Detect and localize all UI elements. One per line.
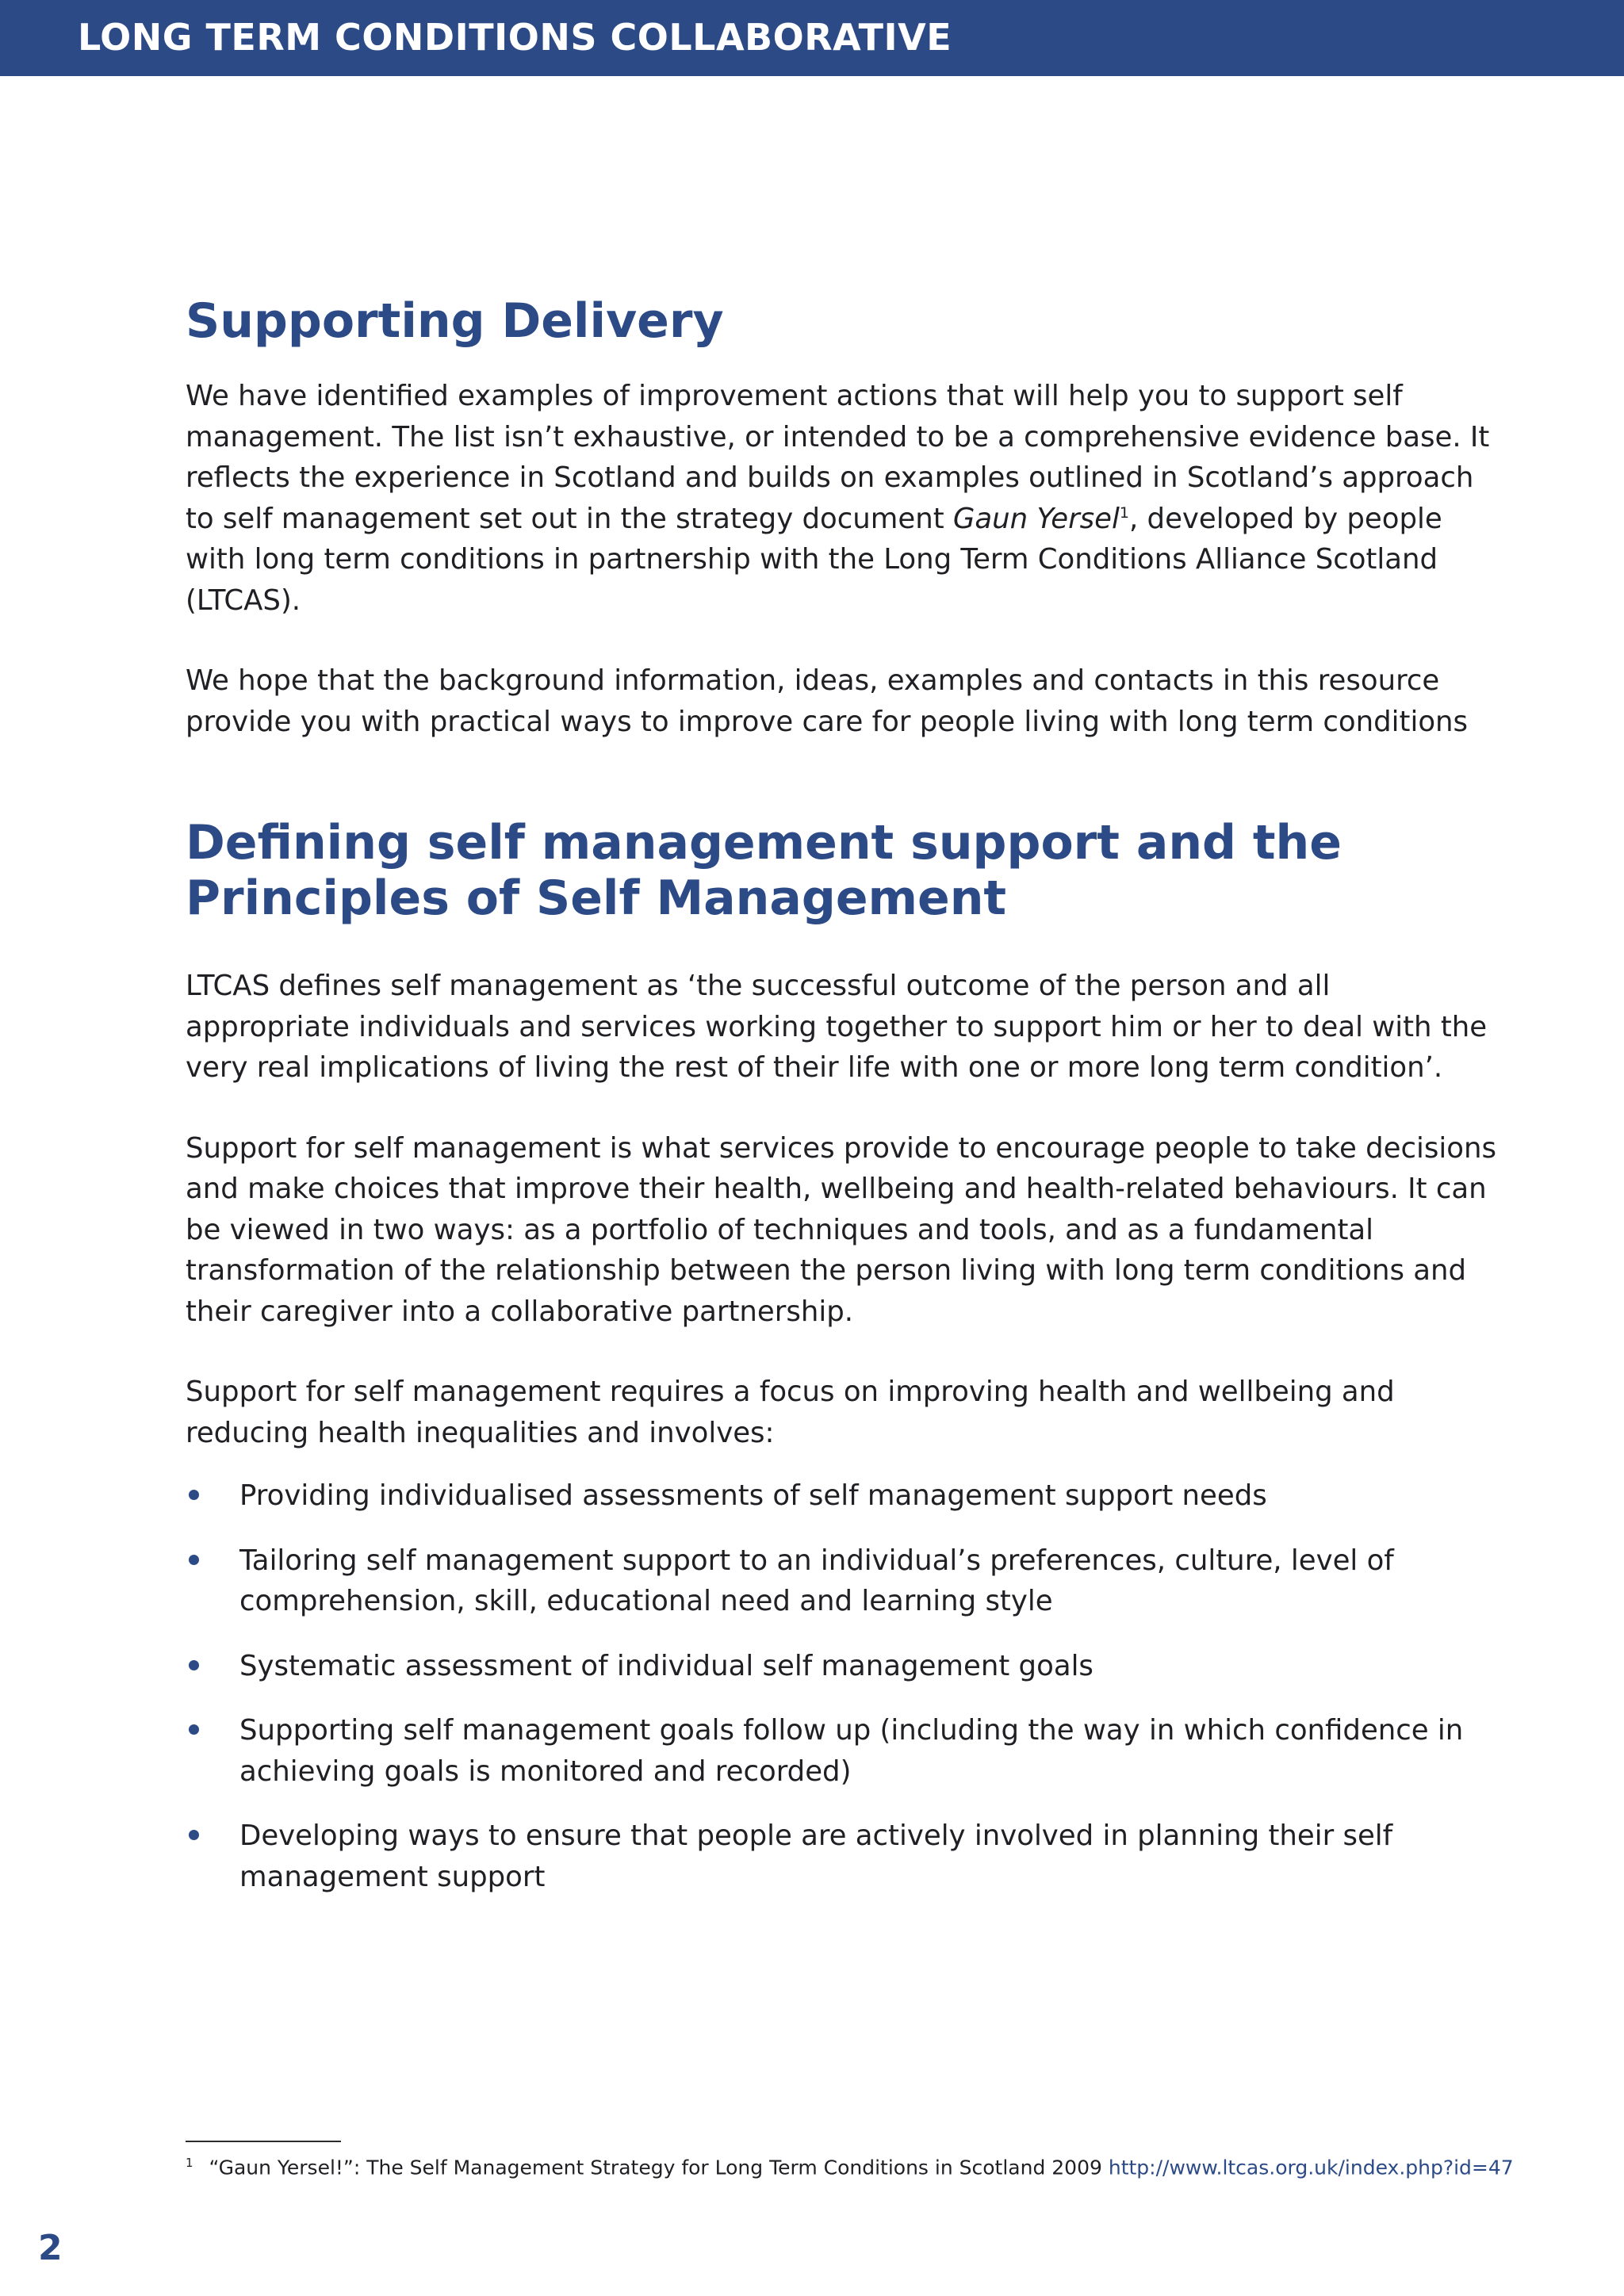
bullet-icon: [189, 1724, 199, 1735]
bullet-icon: [189, 1830, 199, 1840]
header-title: LONG TERM CONDITIONS COLLABORATIVE: [78, 16, 952, 59]
main-content: [186, 293, 1502, 1921]
list-item-text: Systematic assessment of individual self management goals: [239, 1649, 1094, 1682]
list-item: [186, 1710, 1502, 1792]
footnote-ref: 1: [1119, 503, 1129, 522]
footnote: [186, 2149, 1518, 2181]
heading-line-1: Defining self management support and the: [186, 815, 1342, 871]
header-bar: [0, 0, 1624, 76]
paragraph-defining-1: LTCAS defines self management as ‘the successful outcome of the person and all appropriate individuals and services working together to support him or her to deal with the very real implications of living the rest of their life with one or more long term condition’.: [186, 970, 1488, 1084]
list-item-text: Developing ways to ensure that people are actively involved in planning their self management support: [239, 1820, 1393, 1893]
list-item: [186, 1816, 1502, 1897]
list-item-text: Providing individualised assessments of self management support needs: [239, 1479, 1267, 1512]
paragraph-supporting-delivery-2: We hope that the background information, ideas, examples and contacts in this resource provide you with practical ways to improve care for people living with long term conditions: [186, 664, 1469, 738]
footnote-text: “Gaun Yersel!”: The Self Management Strategy for Long Term Conditions in Scotland 2009: [209, 2156, 1109, 2179]
footnote-link[interactable]: http://www.ltcas.org.uk/index.php?id=47: [1108, 2156, 1514, 2179]
paragraph-text: , developed by people with long term conditions in partnership with the Long Term Conditions Alliance Scotland (LTCAS).: [186, 502, 1442, 617]
paragraph-defining-3: Support for self management requires a focus on improving health and wellbeing and reducing health inequalities and involves:: [186, 1376, 1395, 1449]
bullet-icon: [189, 1555, 199, 1565]
paragraph-text: We have identified examples of improvement actions that will help you to support self management. The list isn’t exhaustive, or intended to be a comprehensive evidence base. It reflects the experience in Scotland and builds on examples outlined in Scotland’s approach to self management set out in the strategy document: [186, 380, 1490, 535]
list-item: [186, 1475, 1502, 1517]
paragraph-defining-2: Support for self management is what services provide to encourage people to take decisions and make choices that improve their health, wellbeing and health-related behaviours. It can be viewed in two ways: as a portfolio of techniques and tools, and as a fundamental transformation of the relationship between the person living with long term conditions and their caregiver into a collaborative partnership.: [186, 1131, 1496, 1328]
bullet-icon: [189, 1490, 199, 1500]
heading-line-2: Principles of Self Management: [186, 871, 1007, 926]
footnote-mark: 1: [186, 2156, 193, 2170]
list-item-text: Tailoring self management support to an individual’s preferences, culture, level of comprehension, skill, educational need and learning style: [239, 1544, 1394, 1617]
heading-supporting-delivery: Supporting Delivery: [186, 293, 724, 349]
page-number: 2: [38, 2228, 63, 2268]
list-item: [186, 1540, 1502, 1622]
paragraph-supporting-delivery-1: [186, 376, 1502, 621]
strategy-title: Gaun Yersel: [952, 502, 1120, 535]
footnote-divider: [186, 2141, 341, 2142]
involves-list: [186, 1475, 1502, 1897]
heading-defining-self-management: [186, 815, 1502, 926]
bullet-icon: [189, 1660, 199, 1670]
list-item: [186, 1646, 1502, 1687]
list-item-text: Supporting self management goals follow up (including the way in which confidence in achieving goals is monitored and recorded): [239, 1714, 1464, 1788]
